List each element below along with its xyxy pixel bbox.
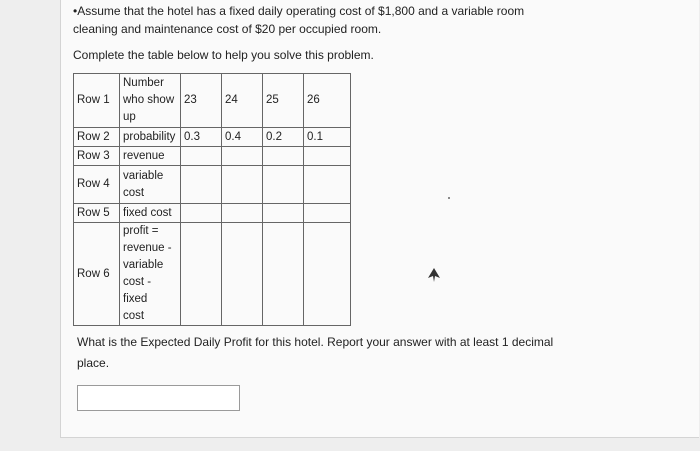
- empty-cell: [222, 223, 263, 326]
- value-cell: 0.2: [263, 128, 304, 147]
- empty-cell: [222, 204, 263, 223]
- empty-cell: [222, 147, 263, 166]
- row-label: Row 5: [74, 204, 120, 223]
- empty-cell: [181, 147, 222, 166]
- probability-table: [73, 73, 351, 326]
- empty-cell: [181, 223, 222, 326]
- table-row: [74, 74, 351, 128]
- empty-cell: [181, 204, 222, 223]
- table-row: [74, 166, 351, 204]
- table-row: [74, 204, 351, 223]
- value-cell: 26: [304, 74, 351, 128]
- row-description-line: cost - fixed: [123, 276, 152, 305]
- row-description-line: Number: [123, 77, 164, 89]
- empty-cell: [304, 166, 351, 204]
- question-text: What is the Expected Daily Profit for this hotel. Report your answer with at least 1 decimal place.: [77, 335, 554, 370]
- row-description-line: revenue -: [123, 242, 172, 254]
- row-description-line: profit =: [123, 225, 159, 237]
- empty-cell: [222, 166, 263, 204]
- empty-cell: [263, 223, 304, 326]
- row-label: Row 1: [74, 74, 120, 128]
- table-row: [74, 147, 351, 166]
- empty-cell: [304, 223, 351, 326]
- empty-cell: [181, 166, 222, 204]
- value-cell: 25: [263, 74, 304, 128]
- value-cell: 24: [222, 74, 263, 128]
- empty-cell: [263, 204, 304, 223]
- value-cell: 0.1: [304, 128, 351, 147]
- row-description: [120, 147, 181, 166]
- row-description: [120, 166, 181, 204]
- row-description-line: fixed cost: [123, 206, 172, 219]
- intro-line-2: cleaning and maintenance cost of $20 per occupied room.: [73, 22, 382, 36]
- row-description-line: who show: [123, 94, 175, 106]
- row-label: Row 2: [74, 128, 120, 147]
- empty-cell: [263, 147, 304, 166]
- table-row: [74, 128, 351, 147]
- stray-dot: [448, 197, 450, 199]
- row-label: Row 4: [74, 166, 120, 204]
- row-description-line: variable: [123, 259, 164, 271]
- row-description-line: cost: [123, 186, 145, 199]
- row-description: [120, 128, 181, 147]
- table-row: [74, 223, 351, 326]
- row-description-line: up: [123, 111, 136, 123]
- row-label: Row 3: [74, 147, 120, 166]
- instructions: Complete the table below to help you solve this problem.: [73, 48, 374, 62]
- answer-input[interactable]: [77, 385, 240, 411]
- row-description-line: probability: [123, 130, 176, 143]
- row-description: [120, 223, 181, 326]
- empty-cell: [263, 166, 304, 204]
- empty-cell: [304, 147, 351, 166]
- row-description: [120, 204, 181, 223]
- value-cell: 0.4: [222, 128, 263, 147]
- row-description: [120, 74, 181, 128]
- value-cell: 23: [181, 74, 222, 128]
- row-description-line: cost: [123, 310, 145, 322]
- value-cell: 0.3: [181, 128, 222, 147]
- intro-line-1: •Assume that the hotel has a fixed daily operating cost of $1,800 and a variable room: [73, 4, 525, 18]
- row-description-line: variable: [123, 169, 164, 182]
- mouse-pointer-icon: [428, 268, 440, 282]
- empty-cell: [304, 204, 351, 223]
- row-description-line: revenue: [123, 149, 165, 162]
- row-label: Row 6: [74, 223, 120, 326]
